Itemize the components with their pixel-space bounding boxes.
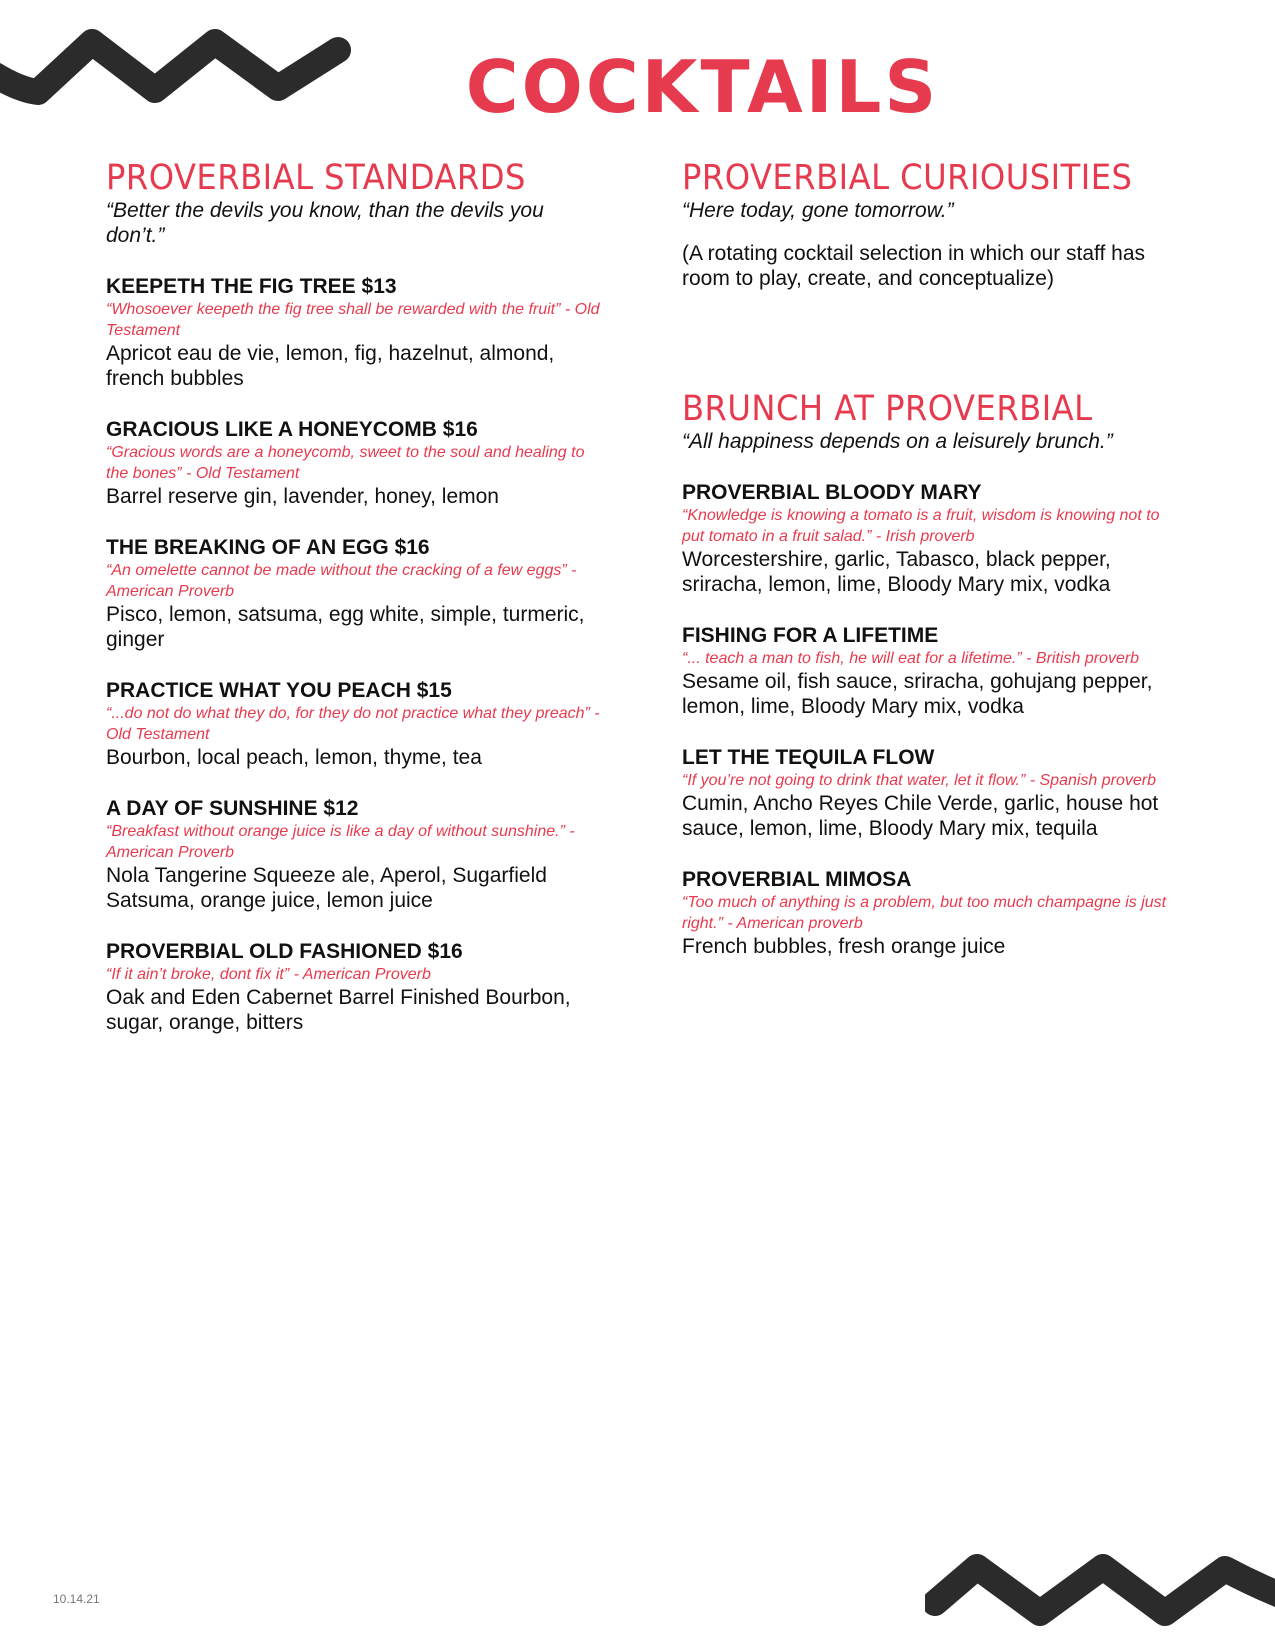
menu-item bbox=[106, 797, 606, 913]
menu-item bbox=[106, 275, 606, 391]
item-quote: “... teach a man to fish, he will eat for a lifetime.” - British proverb bbox=[682, 650, 1140, 667]
item-name: FISHING FOR A LIFETIME bbox=[682, 624, 939, 647]
item-ingredients: Pisco, lemon, satsuma, egg white, simple, turmeric, ginger bbox=[106, 603, 585, 651]
item-name: PROVERBIAL MIMOSA bbox=[682, 868, 912, 891]
section-quote-brunch: “All happiness depends on a leisurely brunch.” bbox=[682, 430, 1113, 453]
item-name: PRACTICE WHAT YOU PEACH $15 bbox=[106, 679, 452, 702]
item-ingredients: French bubbles, fresh orange juice bbox=[682, 935, 1006, 958]
item-name: LET THE TEQUILA FLOW bbox=[682, 746, 935, 769]
section-quote-standards: “Better the devils you know, than the devils you don’t.” bbox=[106, 199, 544, 247]
menu-item bbox=[682, 624, 1182, 719]
item-ingredients: Sesame oil, fish sauce, sriracha, gohujang pepper, lemon, lime, Bloody Mary mix, vodka bbox=[682, 670, 1153, 718]
item-ingredients: Barrel reserve gin, lavender, honey, lemon bbox=[106, 485, 499, 508]
item-quote: “...do not do what they do, for they do not practice what they preach” - Old Testament bbox=[106, 705, 600, 743]
item-name: A DAY OF SUNSHINE $12 bbox=[106, 797, 359, 820]
footer-date: 10.14.21 bbox=[53, 1592, 100, 1606]
menu-item bbox=[106, 940, 606, 1035]
item-quote: “If it ain’t broke, dont fix it” - American Proverb bbox=[106, 966, 431, 983]
page-title: COCKTAILS bbox=[465, 45, 940, 129]
item-quote: “Gracious words are a honeycomb, sweet to the soul and healing to the bones” - Old Testament bbox=[106, 444, 585, 482]
item-ingredients: Cumin, Ancho Reyes Chile Verde, garlic, house hot sauce, lemon, lime, Bloody Mary mix, tequila bbox=[682, 792, 1159, 840]
item-quote: “Too much of anything is a problem, but too much champagne is just right.” - American proverb bbox=[682, 894, 1167, 932]
menu-item bbox=[106, 679, 606, 770]
item-name: PROVERBIAL OLD FASHIONED $16 bbox=[106, 940, 463, 963]
menu-item bbox=[682, 746, 1182, 841]
section-spacer bbox=[682, 291, 1182, 389]
section-title-brunch: BRUNCH AT PROVERBIAL bbox=[682, 389, 1093, 429]
item-quote: “Breakfast without orange juice is like a day of without sunshine.” - American Proverb bbox=[106, 823, 575, 861]
item-quote: “Whosoever keepeth the fig tree shall be rewarded with the fruit” - Old Testament bbox=[106, 301, 600, 339]
section-title-standards: PROVERBIAL STANDARDS bbox=[106, 158, 526, 198]
menu-item bbox=[682, 868, 1182, 959]
menu-item bbox=[106, 418, 606, 509]
item-quote: “An omelette cannot be made without the cracking of a few eggs” - American Proverb bbox=[106, 562, 577, 600]
item-ingredients: Nola Tangerine Squeeze ale, Aperol, Sugarfield Satsuma, orange juice, lemon juice bbox=[106, 864, 547, 912]
menu-item bbox=[682, 481, 1182, 597]
item-ingredients: Bourbon, local peach, lemon, thyme, tea bbox=[106, 746, 482, 769]
item-ingredients: Worcestershire, garlic, Tabasco, black pepper, sriracha, lemon, lime, Bloody Mary mix, vodka bbox=[682, 548, 1111, 596]
right-column bbox=[682, 158, 1182, 959]
item-name: GRACIOUS LIKE A HONEYCOMB $16 bbox=[106, 418, 478, 441]
item-quote: “Knowledge is knowing a tomato is a fruit, wisdom is knowing not to put tomato in a fruit salad.” - Irish proverb bbox=[682, 507, 1160, 545]
menu-item bbox=[106, 536, 606, 652]
left-column bbox=[106, 158, 606, 1035]
item-ingredients: Apricot eau de vie, lemon, fig, hazelnut, almond, french bubbles bbox=[106, 342, 555, 390]
section-note-curiosities: (A rotating cocktail selection in which our staff has room to play, create, and conceptualize) bbox=[682, 242, 1146, 290]
item-name: KEEPETH THE FIG TREE $13 bbox=[106, 275, 397, 298]
item-ingredients: Oak and Eden Cabernet Barrel Finished Bourbon, sugar, orange, bitters bbox=[106, 986, 571, 1034]
item-quote: “If you’re not going to drink that water, let it flow.” - Spanish proverb bbox=[682, 772, 1157, 789]
section-quote-curiosities: “Here today, gone tomorrow.” bbox=[682, 199, 954, 222]
item-name: PROVERBIAL BLOODY MARY bbox=[682, 481, 982, 504]
section-title-curiosities: PROVERBIAL CURIOUSITIES bbox=[682, 158, 1133, 198]
zigzag-decoration-bottom bbox=[925, 1545, 1275, 1635]
item-name: THE BREAKING OF AN EGG $16 bbox=[106, 536, 430, 559]
